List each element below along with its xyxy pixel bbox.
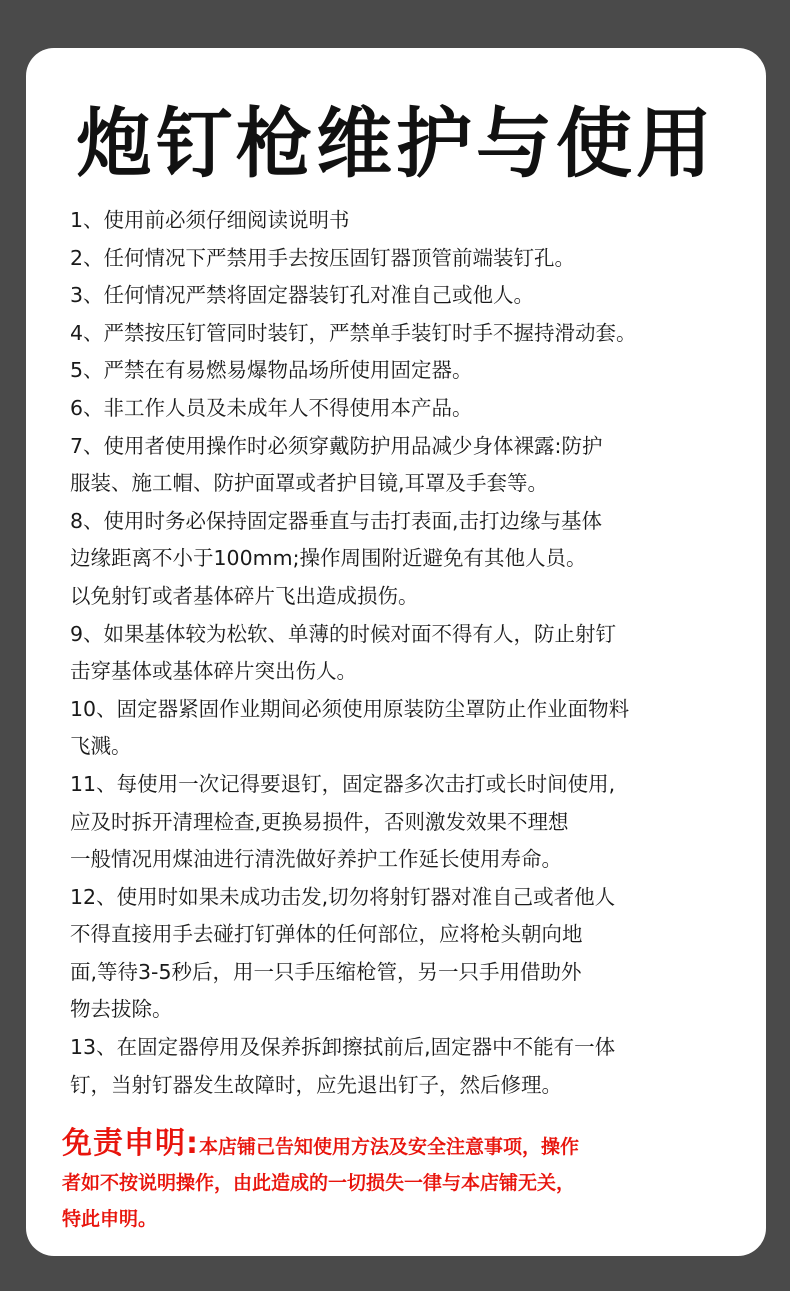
rules-list [70,202,760,1104]
disclaimer-label: 免责申明: [62,1126,199,1161]
disclaimer-line: 者如不按说明操作，由此造成的一切损失一律与本店铺无关， [62,1172,576,1194]
disclaimer-line: 特此申明。 [62,1208,158,1230]
page-title: 炮钉枪维护与使用 [76,99,716,188]
rule-line: 4、严禁按压钉管同时装钉，严禁单手装钉时手不握持滑动套。 [70,320,637,345]
rule-line: 8、使用时务必保持固定器垂直与击打表面,击打边缘与基体 [70,508,603,533]
rule-line: 1、使用前必须仔细阅读说明书 [70,208,350,232]
rule-line: 6、非工作人员及未成年人不得使用本产品。 [70,395,473,420]
rule-line: 以免射钉或者基体碎片飞出造成损伤。 [70,583,419,608]
rule-line: 服装、施工帽、防护面罩或者护目镜,耳罩及手套等。 [70,471,549,496]
rule-line: 11、每使用一次记得要退钉，固定器多次击打或长时间使用, [70,771,616,796]
rule-line: 13、在固定器停用及保养拆卸擦拭前后,固定器中不能有一体 [70,1035,616,1060]
rule-line: 钉，当射钉器发生故障时，应先退出钉子，然后修理。 [70,1072,562,1097]
rule-line: 飞溅。 [70,734,132,759]
rule-line: 面,等待3-5秒后，用一只手压缩枪管，另一只手用借助外 [70,959,582,984]
rule-line: 不得直接用手去碰打钉弹体的任何部位，应将枪头朝向地 [70,922,583,947]
disclaimer [62,1126,762,1237]
rule-line: 5、严禁在有易燃易爆物品场所使用固定器。 [70,358,473,383]
rule-line: 7、使用者使用操作时必须穿戴防护用品减少身体裸露:防护 [70,433,603,458]
rule-line: 12、使用时如果未成功击发,切勿将射钉器对准自己或者他人 [70,884,616,909]
rule-line: 边缘距离不小于100mm;操作周围附近避免有其他人员。 [70,546,587,571]
rule-line: 2、任何情况下严禁用手去按压固钉器顶管前端装钉孔。 [70,245,576,270]
disclaimer-line [62,1126,762,1165]
rule-line: 9、如果基体较为松软、单薄的时候对面不得有人，防止射钉 [70,621,617,646]
rule-line: 物去拔除。 [70,997,173,1022]
disclaimer-text: 本店铺己告知使用方法及安全注意事项，操作 [199,1136,580,1158]
rule-line: 10、固定器紧固作业期间必须使用原装防尘罩防止作业面物料 [70,696,630,721]
rule-line: 3、任何情况严禁将固定器装钉孔对准自己或他人。 [70,283,535,308]
rule-line: 应及时拆开清理检查,更换易损件，否则激发效果不理想 [70,809,569,834]
rule-line: 击穿基体或基体碎片突出伤人。 [70,659,357,684]
rule-line: 一般情况用煤油进行清洗做好养护工作延长使用寿命。 [70,847,562,872]
notice-card [26,48,766,1256]
